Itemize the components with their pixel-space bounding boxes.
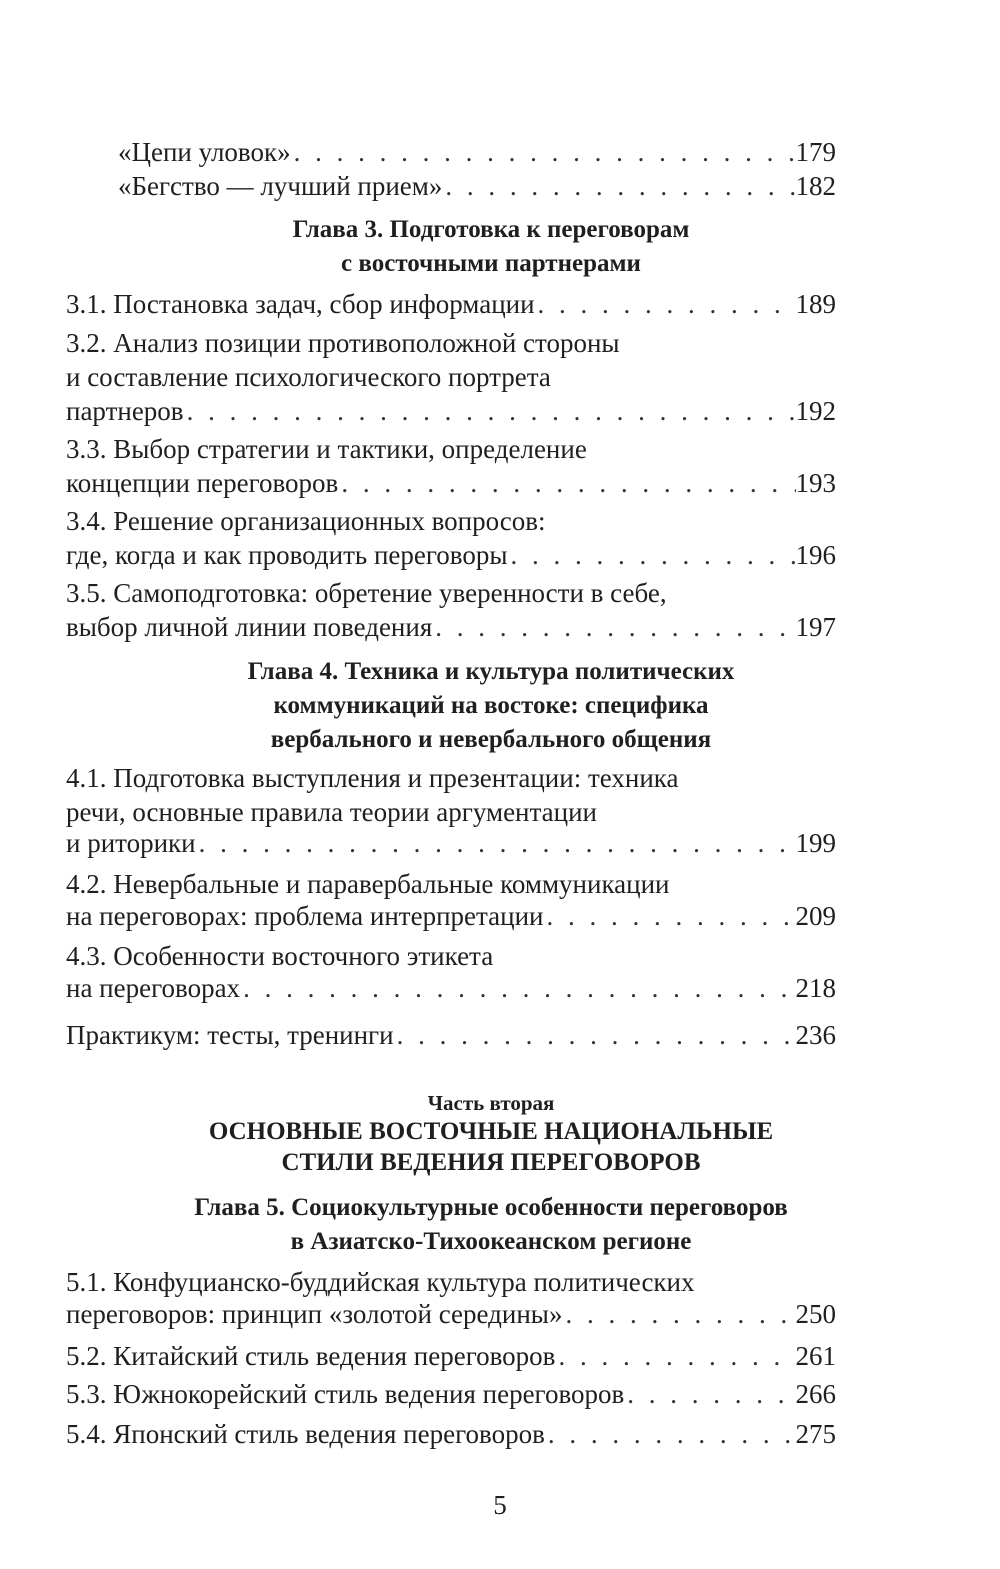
toc-entry-3-3[interactable] — [66, 466, 836, 500]
page-number: 5 — [493, 1490, 507, 1520]
toc-entry-practicum[interactable] — [66, 1018, 836, 1052]
entry-title: 3.1. Постановка задач, сбор информации — [66, 289, 535, 319]
chapter-5-heading-line-2: в Азиатско-Тихоокеанском регионе — [290, 1228, 692, 1255]
entry-page: 196 — [795, 540, 836, 570]
chapter-4-heading-line-3: вербального и невербального общения — [270, 726, 712, 753]
part-label: Часть вторая — [427, 1091, 555, 1115]
chapter-3-heading-line-2: с восточными партнерами — [341, 250, 641, 277]
entry-page: 250 — [795, 1299, 836, 1329]
part-title-line-2: СТИЛИ ВЕДЕНИЯ ПЕРЕГОВОРОВ — [281, 1149, 701, 1176]
entry-page: 193 — [795, 468, 836, 498]
entry-title: Практикум: тесты, тренинги — [66, 1020, 394, 1050]
leader-dots — [535, 287, 796, 321]
entry-title: где, когда и как проводить переговоры — [66, 540, 508, 570]
entry-line: 3.3. Выбор стратегии и тактики, определение — [66, 434, 587, 464]
leader-dots — [338, 466, 795, 500]
toc-entry[interactable] — [118, 169, 836, 203]
entry-page: 197 — [795, 612, 836, 642]
leader-dots — [291, 135, 796, 169]
entry-line: 4.3. Особенности восточного этикета — [66, 941, 494, 971]
leader-dots — [562, 1297, 795, 1331]
entry-title: на переговорах — [66, 973, 241, 1003]
entry-page: 266 — [795, 1379, 836, 1409]
entry-title: и риторики — [66, 828, 196, 858]
entry-title: 5.2. Китайский стиль ведения переговоров — [66, 1341, 556, 1371]
entry-title: «Цепи уловок» — [118, 137, 291, 167]
entry-page: 179 — [795, 137, 836, 167]
entry-line: 5.1. Конфуцианско-буддийская культура политических — [66, 1267, 695, 1297]
entry-page: 192 — [795, 396, 836, 426]
entry-page: 199 — [795, 828, 836, 858]
entry-title: выбор личной линии поведения — [66, 612, 433, 642]
leader-dots — [624, 1377, 795, 1411]
entry-title: переговоров: принцип «золотой середины» — [66, 1299, 563, 1329]
entry-title: партнеров — [66, 396, 184, 426]
leader-dots — [184, 394, 796, 428]
entry-page: 189 — [795, 289, 836, 319]
toc-entry-3-5[interactable] — [66, 610, 836, 644]
leader-dots — [394, 1018, 796, 1052]
entry-line: 3.5. Самоподготовка: обретение уверенности в себе, — [66, 578, 667, 608]
chapter-3-heading-line-1: Глава 3. Подготовка к переговорам — [292, 216, 690, 243]
toc-entry-5-4[interactable] — [66, 1417, 836, 1451]
entry-page: 236 — [795, 1020, 836, 1050]
entry-page: 261 — [795, 1341, 836, 1371]
toc-entry-5-3[interactable] — [66, 1377, 836, 1411]
entry-line: 3.4. Решение организационных вопросов: — [66, 506, 546, 536]
entry-line: речи, основные правила теории аргументации — [66, 797, 597, 827]
entry-title: «Бегство — лучший прием» — [118, 171, 443, 201]
entry-page: 182 — [795, 171, 836, 201]
entry-title: 5.4. Японский стиль ведения переговоров — [66, 1419, 545, 1449]
toc-entry[interactable] — [118, 135, 836, 169]
toc-entry-5-2[interactable] — [66, 1339, 836, 1373]
chapter-4-heading-line-2: коммуникаций на востоке: специфика — [273, 692, 709, 719]
toc-entry-4-2[interactable] — [66, 899, 836, 933]
entry-page: 209 — [795, 901, 836, 931]
leader-dots — [507, 538, 795, 572]
entry-page: 275 — [795, 1419, 836, 1449]
entry-title: 5.3. Южнокорейский стиль ведения переговоров — [66, 1379, 625, 1409]
leader-dots — [240, 971, 795, 1005]
toc-entry-3-4[interactable] — [66, 538, 836, 572]
chapter-4-heading-line-1: Глава 4. Техника и культура политических — [247, 658, 735, 685]
entry-title: на переговорах: проблема интерпретации — [66, 901, 544, 931]
leader-dots — [196, 826, 796, 860]
entry-line: 4.1. Подготовка выступления и презентации: техника — [66, 763, 679, 793]
toc-entry-5-1[interactable] — [66, 1297, 836, 1331]
entry-line: и составление психологического портрета — [66, 362, 551, 392]
entry-title: концепции переговоров — [66, 468, 339, 498]
toc-entry-4-3[interactable] — [66, 971, 836, 1005]
leader-dots — [543, 899, 795, 933]
leader-dots — [545, 1417, 796, 1451]
toc-entry-4-1[interactable] — [66, 826, 836, 860]
chapter-5-heading-line-1: Глава 5. Социокультурные особенности переговоров — [194, 1194, 788, 1221]
leader-dots — [555, 1339, 795, 1373]
entry-page: 218 — [795, 973, 836, 1003]
entry-line: 3.2. Анализ позиции противоположной стороны — [66, 328, 620, 358]
leader-dots — [442, 169, 795, 203]
leader-dots — [432, 610, 795, 644]
toc-entry-3-1[interactable] — [66, 287, 836, 321]
entry-line: 4.2. Невербальные и паравербальные коммуникации — [66, 869, 670, 899]
toc-entry-3-2[interactable] — [66, 394, 836, 428]
part-title-line-1: ОСНОВНЫЕ ВОСТОЧНЫЕ НАЦИОНАЛЬНЫЕ — [208, 1118, 774, 1145]
